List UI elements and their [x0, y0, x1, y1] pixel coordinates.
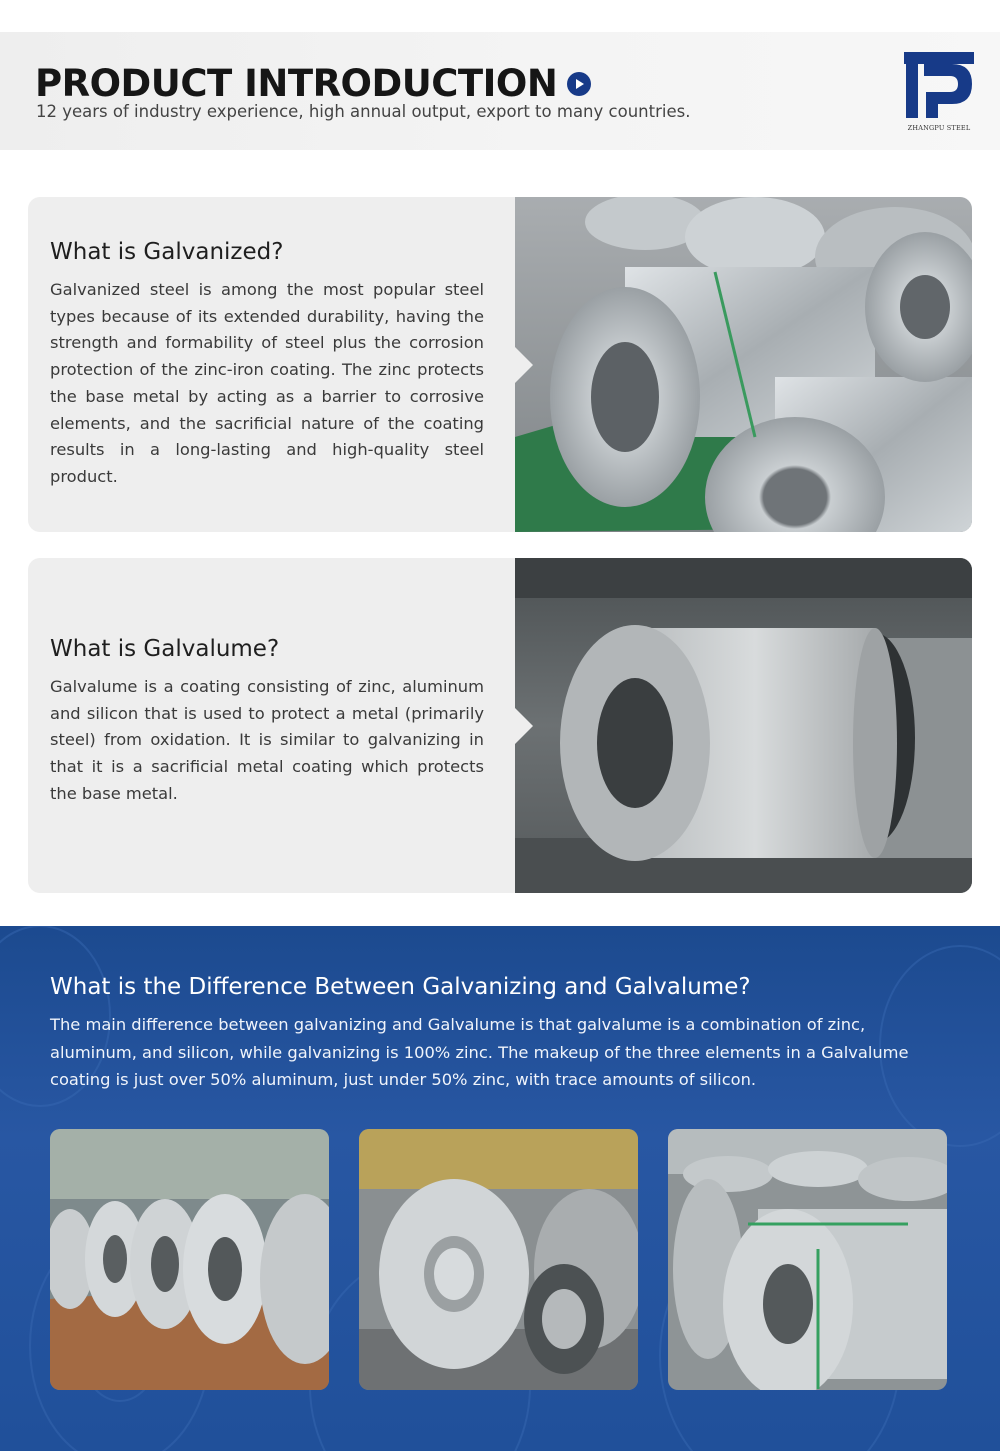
page-title [35, 62, 591, 105]
galvanized-text-block [50, 239, 484, 491]
page-subtitle: 12 years of industry experience, high annual output, export to many countries. [36, 102, 691, 121]
difference-section [0, 926, 1000, 1451]
galvanized-title: What is Galvanized? [50, 239, 284, 265]
galvanized-notch [515, 347, 533, 383]
zhangpu-logo-icon [904, 52, 974, 122]
galvalume-notch [515, 708, 533, 744]
play-circle-icon [567, 72, 591, 96]
difference-description: The main difference between galvanizing and Galvalume is that galvalume is a combination of zinc, aluminum, and silicon, while galvanizing is 100% zinc. The makeup of the three elements in a Galvalume coating is just over 50% aluminum, just under 50% zinc, with trace amounts of silicon. [50, 1015, 909, 1089]
galvalume-description: Galvalume is a coating consisting of zinc, aluminum and silicon that is used to protect a metal (primarily steel) from oxidation. It is similar to galvanizing in that it is a sacrificial metal coating which protects the base metal. [50, 677, 484, 803]
galvalume-title: What is Galvalume? [50, 636, 280, 662]
coils-stacked-photo [668, 1129, 947, 1390]
galvalume-coil-photo [515, 558, 972, 893]
galvanized-description: Galvanized steel is among the most popular steel types because of its extended durability, having the strength and formability of steel plus the corrosion protection of the zinc-iron coating. The zinc protects the base metal by acting as a barrier to corrosive elements, and the sacrificial nature of the coating results in a long-lasting and high-quality steel product. [50, 280, 484, 486]
galvanized-card [28, 197, 972, 532]
coils-row-photo [50, 1129, 329, 1390]
difference-title: What is the Difference Between Galvanizing and Galvalume? [50, 974, 751, 1000]
logo-text: ZHANGPU STEEL [907, 124, 971, 132]
galvanized-coils-photo [515, 197, 972, 532]
galvalume-text-block [50, 636, 484, 808]
page-title-text: PRODUCT INTRODUCTION [35, 62, 558, 105]
zhangpu-logo [904, 52, 974, 134]
galvalume-card [28, 558, 972, 893]
coils-warehouse-photo [359, 1129, 638, 1390]
header-banner [0, 32, 1000, 150]
